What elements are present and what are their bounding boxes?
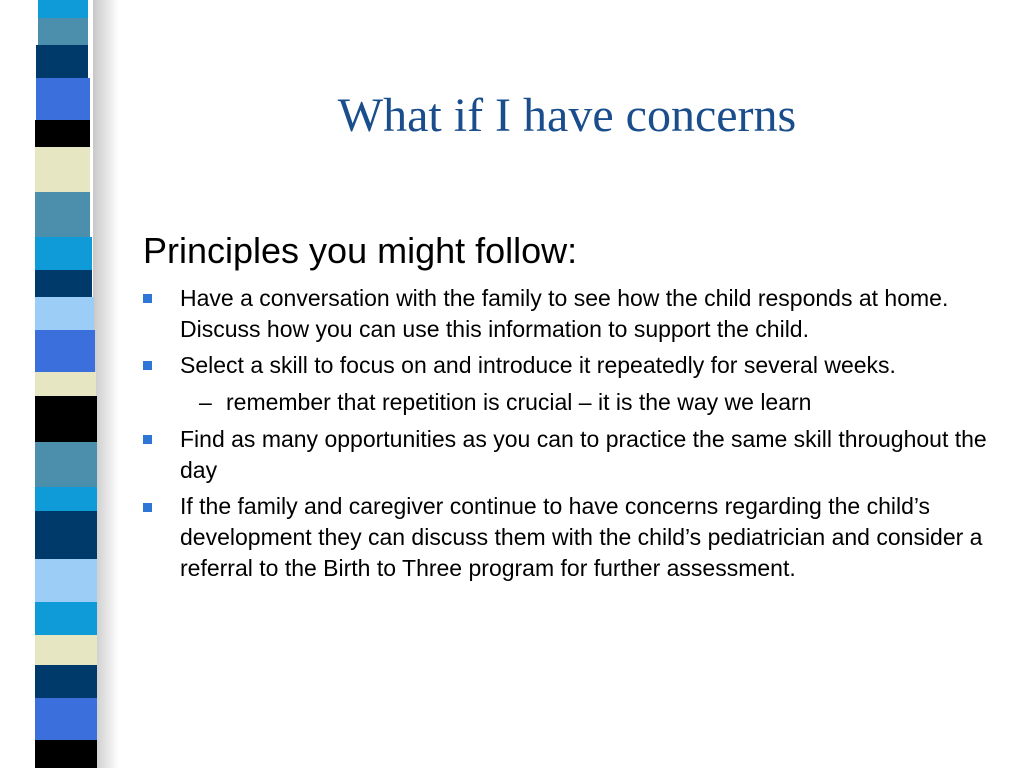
sub-bullet-dash: –	[199, 389, 212, 415]
sub-bullet-item: remember that repetition is crucial – it is the way we learn	[226, 389, 812, 415]
bullet-marker-icon	[143, 294, 152, 303]
bullet-item-4: If the family and caregiver continue to have concerns regarding the child’s development they can discuss them with the child’s pediatrician and consider a referral to the Birth to Three program for further assessment.	[180, 493, 983, 581]
bullet-item-1: Have a conversation with the family to see how the child responds at home. Discuss how you can use this information to support the child.	[180, 285, 949, 342]
bullet-marker-icon	[143, 435, 152, 444]
bullet-item-2: Select a skill to focus on and introduce it repeatedly for several weeks.	[180, 352, 896, 378]
bullet-marker-icon	[143, 503, 152, 512]
section-heading: Principles you might follow:	[143, 230, 578, 271]
bullet-marker-icon	[143, 361, 152, 370]
decorative-stripe	[0, 0, 100, 768]
slide-title: What if I have concerns	[337, 89, 797, 142]
bullet-item-3: Find as many opportunities as you can to practice the same skill throughout the day	[180, 426, 987, 483]
